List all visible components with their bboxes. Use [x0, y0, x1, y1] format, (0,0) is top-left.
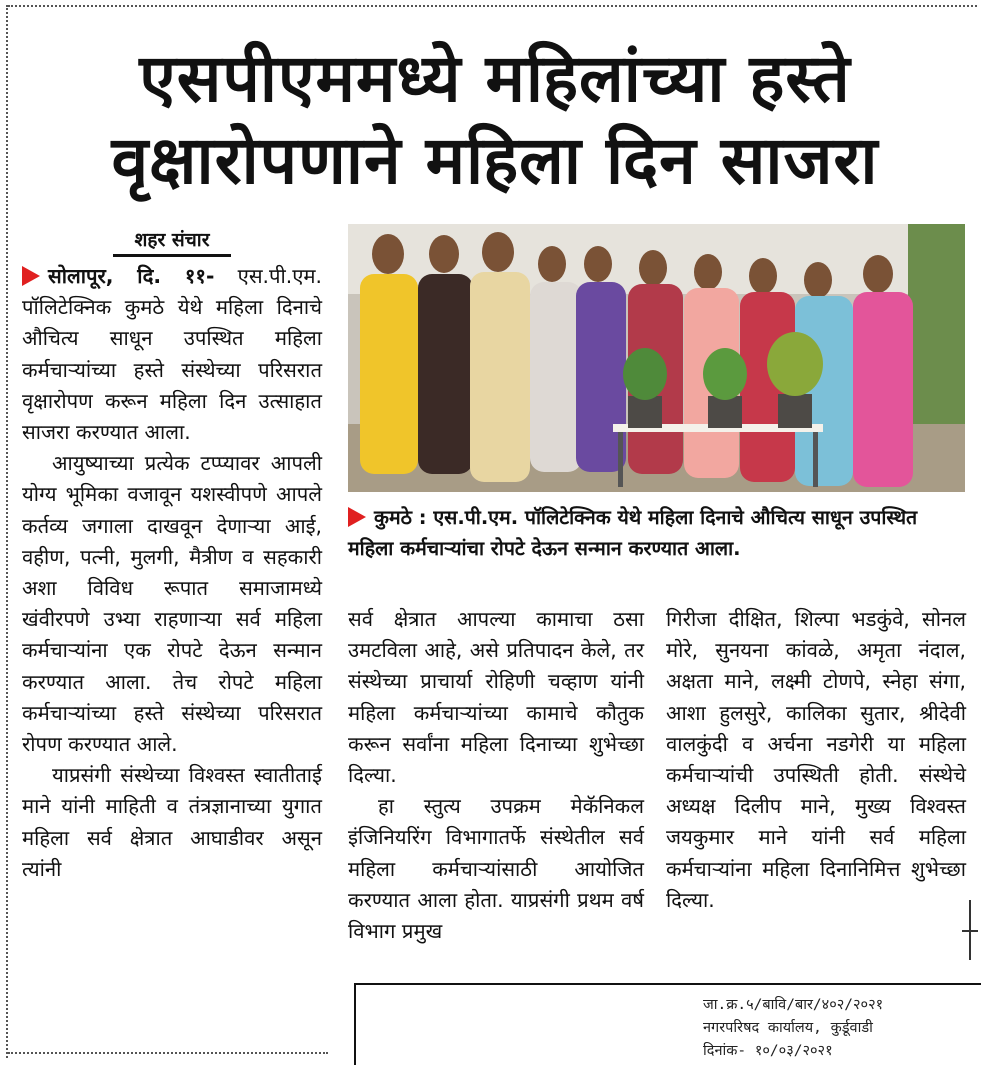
- left-paragraph-1-text: एस.पी.एम. पॉलिटेक्निक कुमठे येथे महिला दिनाचे औचित्य साधून उपस्थित महिला कर्मचाऱ्यांच्या हस्ते संस्थेच्या परिसरात वृक्षारोपण करून महिला दिन उत्साहात साजरा करण्यात आला.: [22, 264, 322, 445]
- headline-line-2: वृक्षारोपणाने महिला दिन साजरा: [111, 122, 879, 199]
- crop-mark-horizontal: [962, 930, 978, 932]
- red-triangle-icon: [348, 507, 366, 527]
- photo-caption: [348, 502, 968, 564]
- left-paragraph-2: आयुष्याच्या प्रत्येक टप्प्यावर आपली योग्य भूमिका वजावून यशस्वीपणे आपले कर्तव्य जगाला दाखवून देणाऱ्या आई, वहीण, पत्नी, मुलगी, मैत्रीण व सहकारी अशा विविध रूपात समाजामध्ये खंवीरपणे उभ्या राहणाऱ्या सर्व महिला कर्मचाऱ्यांना एक रोपटे देऊन सन्मान करण्यात आला. तेच रोपटे महिला कर्मचाऱ्यांच्या हस्ते संस्थेच्या परिसरात रोपण करण्यात आले.: [22, 451, 322, 757]
- notice-line-2: नगरपरिषद कार्यालय, कुर्डूवाडी: [703, 1020, 873, 1036]
- caption-place: कुमठे :: [374, 506, 427, 529]
- left-paragraph-3: याप्रसंगी संस्थेच्या विश्वस्त स्वातीताई माने यांनी माहिती व तंत्रज्ञानाच्या युगात महिला सर्व क्षेत्रात आघाडीवर असून त्यांनी: [22, 763, 322, 881]
- top-dotted-border: [8, 5, 977, 7]
- news-photo-illustration: [348, 224, 965, 492]
- left-paragraph-1: [22, 261, 322, 448]
- headline-line-1: एसपीएममध्ये महिलांच्या हस्ते: [139, 40, 851, 117]
- red-triangle-icon: [22, 266, 40, 286]
- headline: [30, 38, 960, 202]
- notice-line-3: दिनांक- १०/०३/२०२१: [703, 1043, 833, 1059]
- bottom-dotted-border: [8, 1052, 328, 1054]
- left-column: [22, 226, 322, 885]
- left-dotted-border: [6, 5, 8, 1058]
- right-paragraph-1: गिरीजा दीक्षित, शिल्पा भडकुंवे, सोनल मोरे, सुनयना कांवळे, अमृता नंदाल, अक्षता माने, लक्ष्मी टोणपे, स्नेहा संगा, आशा हुलसुरे, कालिका सुतार, श्रीदेवी वालकुंदी व अर्चना नडगेरी या महिला कर्मचाऱ्यांची उपस्थिती होती. संस्थेचे अध्यक्ष दिलीप माने, मुख्य विश्वस्त जयकुमार माने यांनी सर्व महिला कर्मचाऱ्यांना महिला दिनानिमित्त शुभेच्छा दिल्या.: [666, 607, 966, 912]
- middle-paragraph-2: हा स्तुत्य उपक्रम मेकॅनिकल इंजिनियरिंग विभागातर्फे संस्थेतील सर्व महिला कर्मचाऱ्यांसाठी आयोजित करण्यात आला होता. याप्रसंगी प्रथम वर्ष विभाग प्रमुख: [348, 794, 644, 944]
- notice-box: [354, 983, 981, 1065]
- notice-text: [703, 994, 883, 1063]
- right-column: [666, 604, 966, 916]
- news-photo: [348, 224, 965, 492]
- notice-line-1: जा.क्र.५/बावि/बार/४०२/२०२१: [703, 997, 884, 1013]
- middle-column: [348, 604, 644, 947]
- dateline: सोलापूर, दि. ११-: [48, 264, 215, 288]
- caption-text: एस.पी.एम. पॉलिटेक्निक येथे महिला दिनाचे औचित्य साधून उपस्थित महिला कर्मचाऱ्यांचा रोपटे देऊन सन्मान करण्यात आला.: [348, 506, 918, 560]
- middle-paragraph-1: सर्व क्षेत्रात आपल्या कामाचा ठसा उमटविला आहे, असे प्रतिपादन केले, तर संस्थेच्या प्राचार्या रोहिणी चव्हाण यांनी महिला कर्मचाऱ्यांच्या कामाचे कौतुक करून सर्वांना महिला दिनाच्या शुभेच्छा दिल्या.: [348, 607, 644, 788]
- section-tag: शहर संचार: [113, 226, 231, 257]
